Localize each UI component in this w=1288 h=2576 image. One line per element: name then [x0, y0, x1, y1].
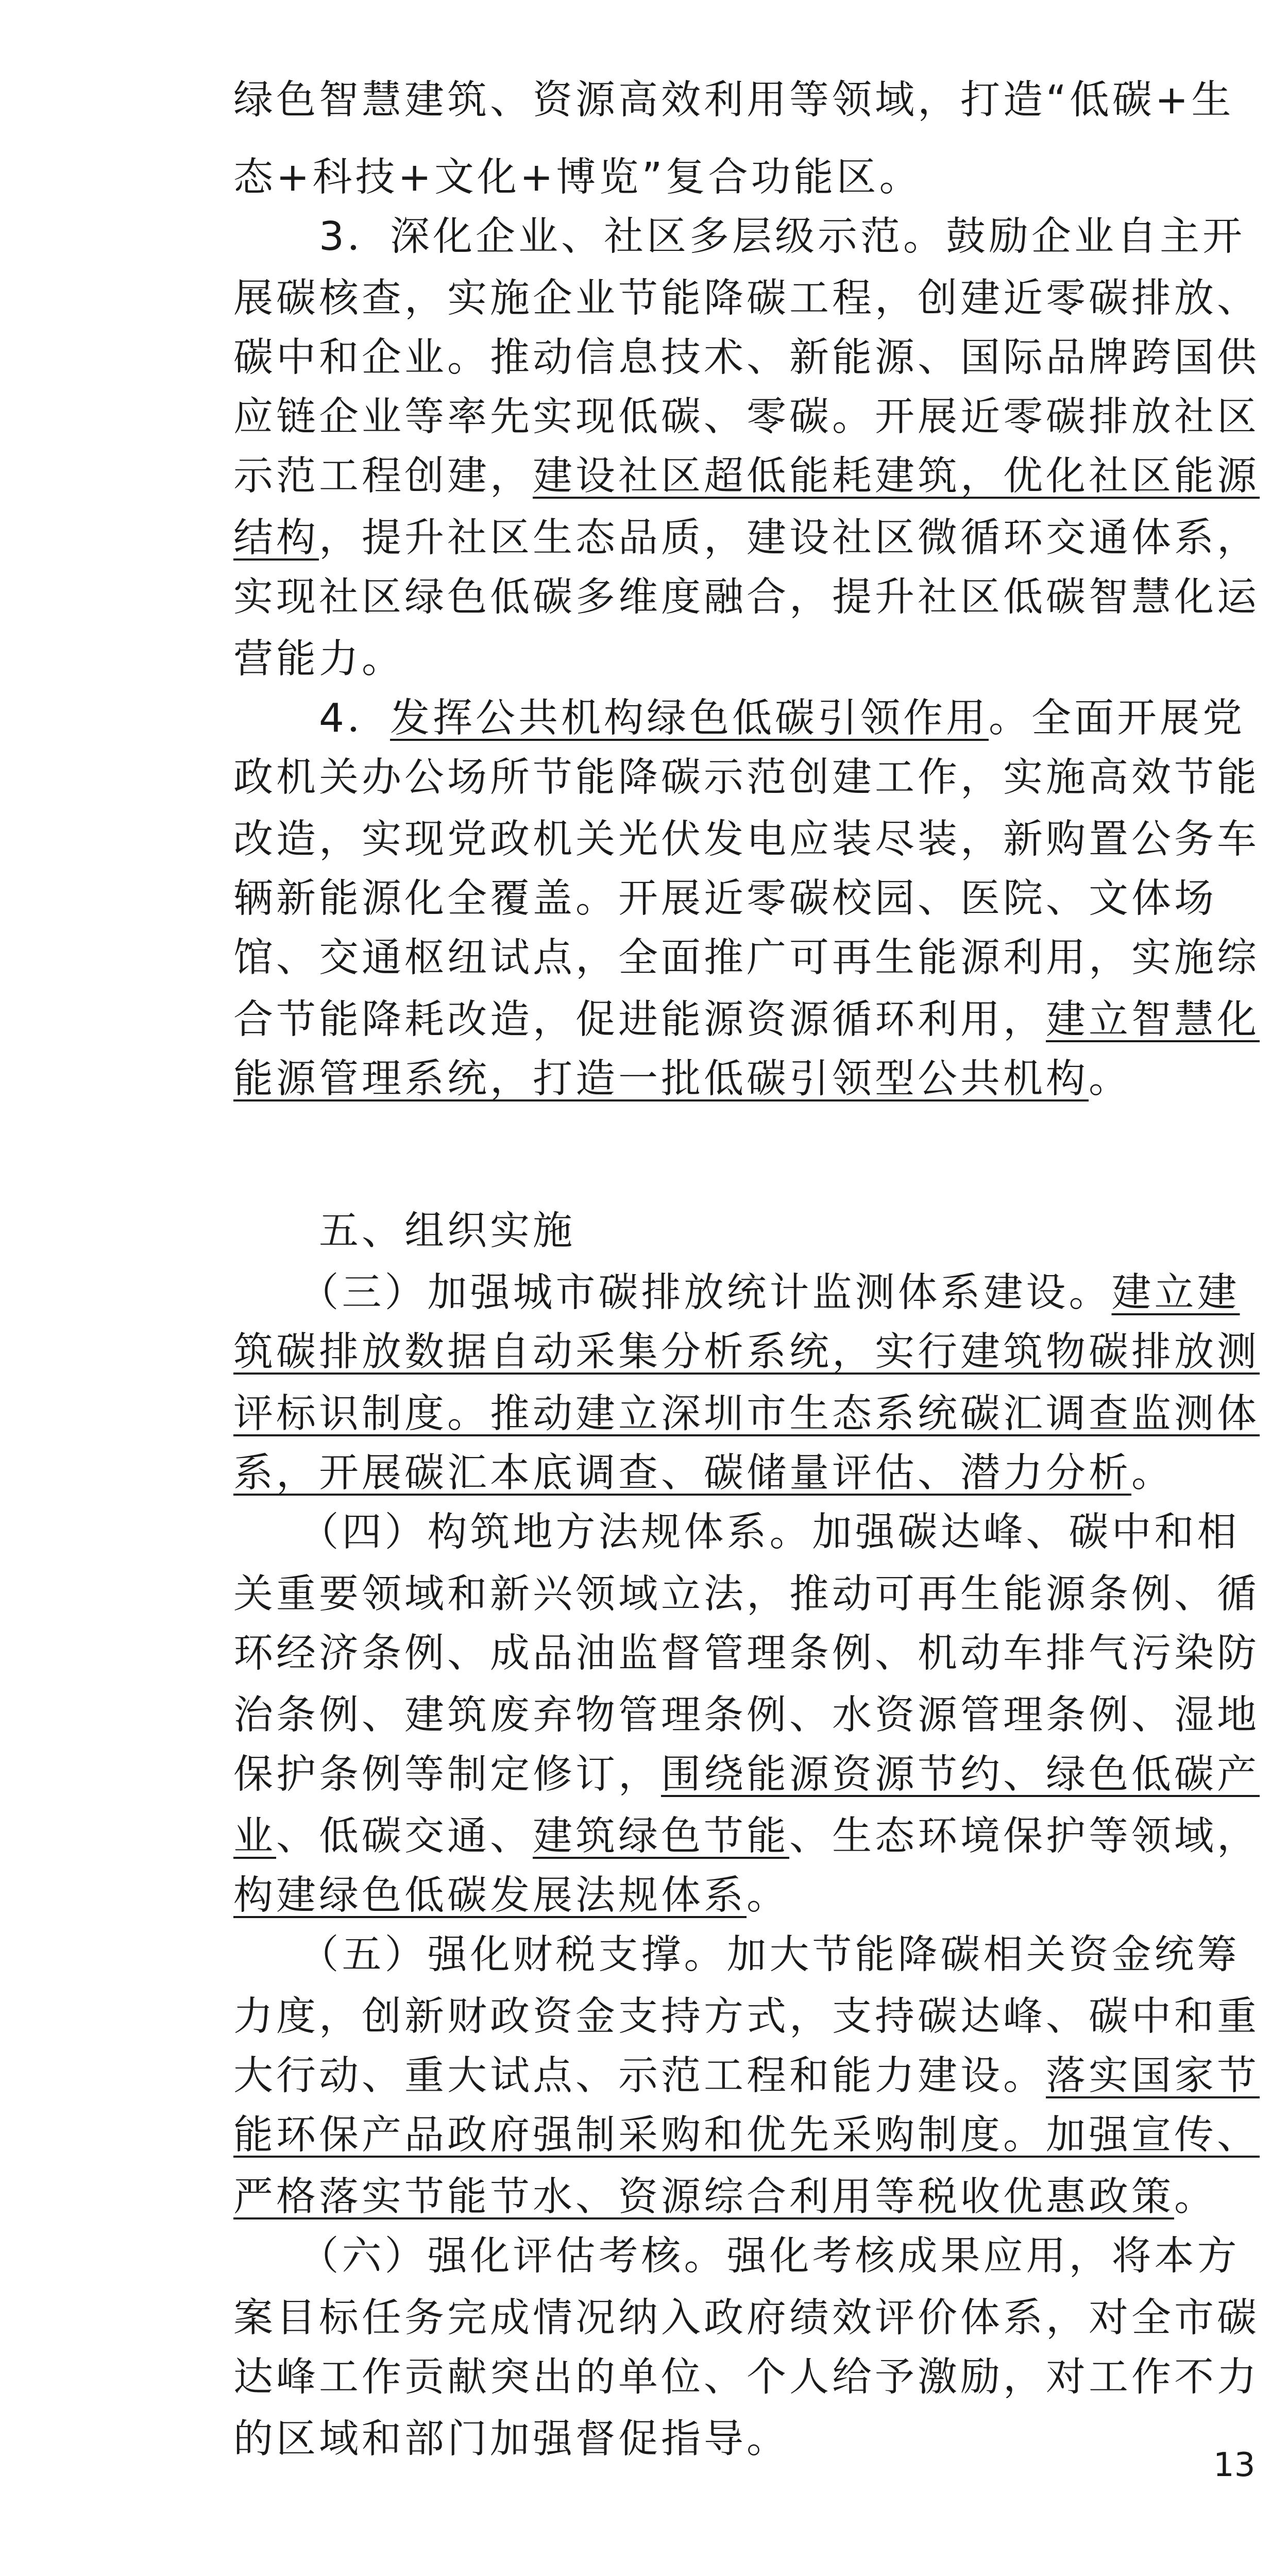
text-segment: 、低碳交通、: [276, 1814, 533, 1859]
text-segment: 绿色智慧建筑、资源高效利用等领域，打造“低碳+生: [233, 77, 1234, 123]
underlined-text: 系，开展碳汇本底调查、碳储量评估、潜力分析: [233, 1450, 1131, 1496]
underlined-text: 能源管理系统，打造一批低碳引领型公共机构: [233, 1056, 1089, 1102]
text-segment: 实现社区绿色低碳多维度融合，提升社区低碳智慧化运: [233, 574, 1260, 620]
text-segment: 的区域和部门加强督促指导。: [233, 2416, 789, 2462]
text-line: [233, 2411, 789, 2468]
text-segment: 应链企业等率先实现低碳、零碳。开展近零碳排放社区: [233, 394, 1260, 440]
text-line: [233, 2107, 1260, 2164]
text-segment: 碳中和企业。推动信息技术、新能源、国际品牌跨国供: [233, 335, 1260, 381]
underlined-text: 评标识制度。推动建立深圳市生态系统碳汇调查监测体: [233, 1391, 1260, 1437]
text-line: [233, 1203, 575, 1260]
text-segment: 案目标任务完成情况纳入政府绩效评价体系，对全市碳: [233, 2295, 1260, 2341]
text-segment: （六）强化评估考核。强化考核成果应用，将本方: [233, 2233, 1240, 2279]
underlined-text: 筑碳排放数据自动采集分析系统，实行建筑物碳排放测: [233, 1329, 1260, 1375]
text-line: [233, 1687, 1260, 1744]
text-segment: 。: [1174, 2174, 1217, 2220]
underlined-text: 建筑绿色节能: [533, 1814, 789, 1859]
text-line: [233, 1445, 1174, 1502]
text-line: [233, 2169, 1217, 2226]
underlined-text: 严格落实节能节水、资源综合利用等税收优惠政策: [233, 2174, 1174, 2220]
text-segment: 营能力。: [233, 636, 404, 682]
text-line: [233, 330, 1260, 386]
text-segment: 。: [747, 1873, 789, 1919]
text-line: [233, 2290, 1260, 2347]
underlined-text: 建设社区超低能耗建筑，优化社区能源: [533, 453, 1260, 499]
text-segment: 。: [1089, 1056, 1131, 1102]
text-line: [233, 448, 1260, 505]
text-line: [233, 1566, 1260, 1623]
text-line: [233, 1051, 1131, 1108]
text-segment: 五、组织实施: [233, 1208, 575, 1254]
underlined-text: 业: [233, 1814, 276, 1859]
text-line: [233, 1386, 1260, 1443]
underlined-text: 结构: [233, 515, 319, 561]
text-line: [233, 930, 1260, 987]
underlined-text: 围绕能源资源节约、绿色低碳产: [661, 1752, 1260, 1798]
text-line: [233, 569, 1260, 626]
text-line: [233, 750, 1260, 806]
text-segment: 展碳核查，实施企业节能降碳工程，创建近零碳排放、: [233, 276, 1260, 321]
text-line: [233, 209, 1245, 265]
text-line: [233, 992, 1260, 1048]
text-line: [233, 1989, 1260, 2045]
text-line: [233, 1625, 1260, 1682]
text-segment: （三）加强城市碳排放统计监测体系建设。: [233, 1270, 1112, 1316]
underlined-text: 发挥公共机构绿色低碳引领作用: [390, 696, 989, 741]
text-line: [233, 871, 1217, 927]
text-segment: 治条例、建筑废弃物管理条例、水资源管理条例、湿地: [233, 1692, 1260, 1738]
text-line: [233, 1747, 1260, 1803]
text-line: [233, 270, 1260, 327]
text-segment: 政机关办公场所节能降碳示范创建工作，实施高效节能: [233, 755, 1260, 801]
text-line: [233, 72, 1234, 129]
text-segment: 达峰工作贡献突出的单位、个人给予激励，对工作不力: [233, 2354, 1260, 2400]
text-line: [233, 1265, 1240, 1321]
text-segment: （四）构筑地方法规体系。加强碳达峰、碳中和相: [233, 1510, 1240, 1555]
underlined-text: 建立建: [1111, 1270, 1240, 1316]
text-segment: 环经济条例、成品油监督管理条例、机动车排气污染防: [233, 1631, 1260, 1676]
text-segment: 改造，实现党政机关光伏发电应装尽装，新购置公务车: [233, 817, 1260, 862]
text-line: [233, 149, 922, 206]
text-line: [233, 1504, 1240, 1561]
text-line: [233, 1324, 1260, 1381]
text-segment: 力度，创新财政资金支持方式，支持碳达峰、碳中和重: [233, 1994, 1260, 2040]
text-segment: 。全面开展党: [989, 696, 1245, 741]
text-line: [233, 811, 1260, 868]
text-segment: 关重要领域和新兴领域立法，推动可再生能源条例、循: [233, 1571, 1260, 1617]
underlined-text: 构建绿色低碳发展法规体系: [233, 1873, 747, 1919]
text-line: [233, 1808, 1260, 1865]
text-segment: 4．: [233, 696, 390, 741]
text-line: [233, 690, 1245, 747]
text-segment: 示范工程创建，: [233, 453, 533, 499]
text-line: [233, 389, 1260, 446]
text-segment: （五）强化财税支撑。加大节能降碳相关资金统筹: [233, 1932, 1240, 1978]
underlined-text: 能环保产品政府强制采购和优先采购制度。加强宣传、: [233, 2112, 1260, 2158]
text-segment: 大行动、重大试点、示范工程和能力建设。: [233, 2053, 1046, 2099]
underlined-text: 落实国家节: [1046, 2053, 1260, 2099]
underlined-text: 建立智慧化: [1046, 997, 1260, 1043]
text-segment: 合节能降耗改造，促进能源资源循环利用，: [233, 997, 1046, 1043]
text-line: [233, 510, 1260, 567]
text-line: [233, 1868, 789, 1924]
text-segment: 。: [1131, 1450, 1174, 1496]
text-segment: 3．深化企业、社区多层级示范。鼓励企业自主开: [233, 214, 1245, 260]
text-line: [233, 2349, 1260, 2406]
text-line: [233, 2048, 1260, 2105]
text-segment: 态+科技+文化+博览”复合功能区。: [233, 155, 922, 200]
text-line: [233, 1927, 1240, 1984]
text-segment: 辆新能源化全覆盖。开展近零碳校园、医院、文体场: [233, 876, 1217, 922]
text-line: [233, 631, 404, 688]
text-segment: 、生态环境保护等领域，: [789, 1814, 1260, 1859]
text-segment: 馆、交通枢纽试点，全面推广可再生能源利用，实施综: [233, 935, 1260, 981]
text-segment: ，提升社区生态品质，建设社区微循环交通体系，: [319, 515, 1260, 561]
page-number: 13: [1213, 2446, 1256, 2484]
text-line: [233, 2228, 1240, 2285]
text-segment: 保护条例等制定修订，: [233, 1752, 661, 1798]
